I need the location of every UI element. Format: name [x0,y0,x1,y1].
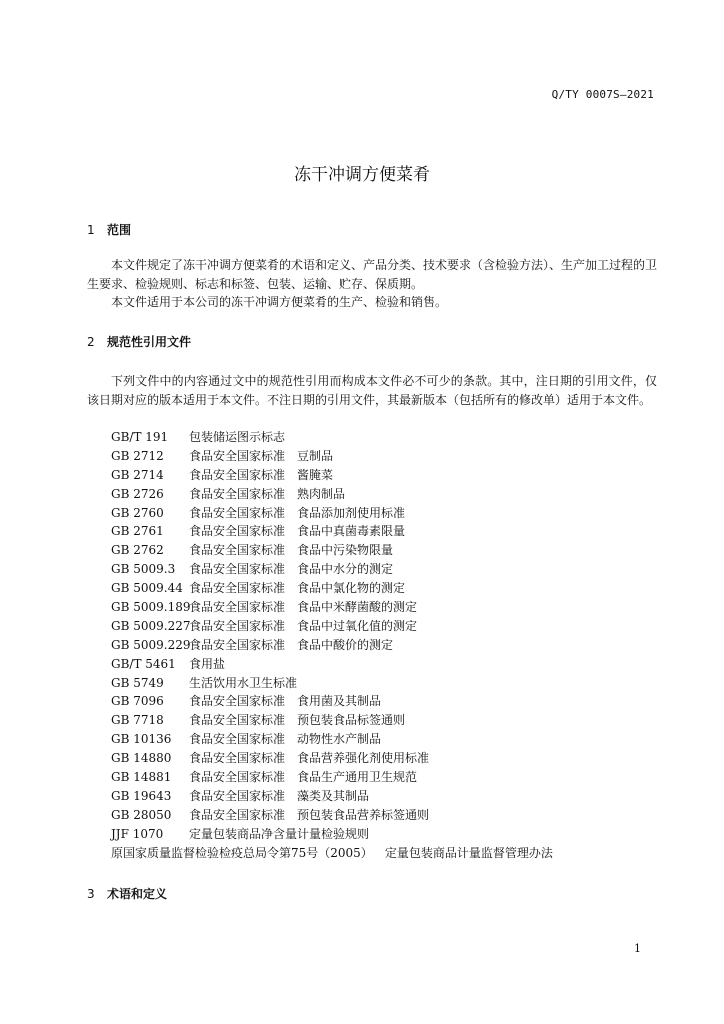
reference-item [111,674,553,693]
reference-subtitle: 食品中酸价的测定 [297,637,394,652]
reference-title: 食品安全国家标准 [189,600,286,615]
reference-item [111,541,553,560]
reference-code: GB 19643 [111,788,172,803]
reference-code: 原国家质量监督检验检疫总局令第75号（2005） [111,845,373,860]
reference-subtitle: 食品中氯化物的测定 [297,581,406,596]
reference-code: GB 5009.3 [111,562,176,577]
reference-code: GB 14881 [111,770,172,785]
reference-item [111,522,553,541]
reference-title: 食品安全国家标准 [189,581,286,596]
reference-item [111,749,553,768]
reference-subtitle: 熟肉制品 [297,486,346,501]
reference-item [111,768,553,787]
section-number: 1 [87,223,95,237]
reference-subtitle: 食品生产通用卫生规范 [297,770,418,785]
reference-title: 食品安全国家标准 [189,524,286,539]
reference-code: GB 28050 [111,807,172,822]
reference-subtitle: 食品中水分的测定 [297,562,394,577]
reference-title: 食品安全国家标准 [189,713,286,728]
references-intro-paragraph: 下列文件中的内容通过文中的规范性引用而构成本文件必不可少的条款。其中，注日期的引用文件，仅该日期对应的版本适用于本文件。不注日期的引用文件，其最新版本（包括所有的修改单）适用于本文件。 [87,374,657,407]
reference-code: GB 10136 [111,732,172,747]
reference-item [111,466,553,485]
reference-title: 食品安全国家标准 [189,618,286,633]
reference-list [111,428,553,862]
page-number: 1 [634,942,641,955]
scope-paragraph-1: 本文件规定了冻干冲调方便菜肴的术语和定义、产品分类、技术要求（含检验方法）、生产加工过程的卫生要求、检验规则、标志和标签、包装、运输、贮存、保质期。 [87,258,658,291]
reference-item [111,711,553,730]
reference-title: 食品安全国家标准 [189,467,286,482]
section-heading-scope [87,221,131,238]
reference-title: 包装储运图示标志 [189,430,286,444]
reference-code: GB 7096 [111,694,164,709]
reference-item [111,655,553,674]
reference-item [111,428,553,447]
reference-subtitle: 食品中过氧化值的测定 [297,618,418,633]
reference-item [111,825,553,844]
section-number: 3 [87,887,95,901]
reference-code: GB 5009.227 [111,618,191,633]
reference-title: 食品安全国家标准 [189,751,286,766]
reference-item [111,730,553,749]
reference-code: GB/T 5461 [111,656,176,671]
reference-title: 食品安全国家标准 [189,694,286,709]
reference-item [111,560,553,579]
reference-code: GB 2712 [111,448,164,463]
reference-code: JJF 1070 [111,826,164,841]
reference-code: GB 2761 [111,524,164,539]
document-title: 冻干冲调方便菜肴 [294,165,430,185]
reference-item [111,447,553,466]
reference-item [111,844,553,863]
reference-code: GB 2714 [111,467,164,482]
reference-subtitle: 预包装食品营养标签通则 [297,807,430,822]
reference-code: GB/T 191 [111,430,169,444]
reference-code: GB 5009.44 [111,581,183,596]
reference-title: 食品安全国家标准 [189,505,286,520]
reference-title: 食品安全国家标准 [189,543,286,558]
section-title: 范围 [107,223,132,237]
reference-code: GB 5749 [111,675,164,690]
reference-code: GB 5009.229 [111,637,191,652]
reference-item [111,504,553,523]
reference-subtitle: 酱腌菜 [297,467,334,482]
reference-code: GB 5009.189 [111,600,191,615]
standard-code: Q/TY 0007S—2021 [551,88,654,101]
reference-item [111,787,553,806]
reference-code: GB 2726 [111,486,164,501]
reference-title: 食品安全国家标准 [189,807,286,822]
reference-subtitle: 动物性水产制品 [297,732,382,747]
reference-subtitle: 食用菌及其制品 [297,694,382,709]
reference-subtitle: 藻类及其制品 [297,788,370,803]
reference-title: 食品安全国家标准 [189,562,286,577]
reference-subtitle: 食品中真菌毒素限量 [297,524,406,539]
reference-item [111,636,553,655]
reference-title: 食品安全国家标准 [189,486,286,501]
reference-title: 食用盐 [189,656,226,671]
reference-item [111,617,553,636]
section-number: 2 [87,335,95,349]
reference-item [111,485,553,504]
reference-code: GB 2762 [111,543,164,558]
section-heading-terms-definitions [87,885,167,902]
reference-subtitle: 食品中污染物限量 [297,543,394,558]
section-title: 术语和定义 [107,887,168,901]
reference-code: GB 14880 [111,751,172,766]
section-heading-normative-references [87,333,191,350]
reference-subtitle: 食品中米酵菌酸的测定 [297,600,418,615]
reference-code: GB 2760 [111,505,164,520]
reference-title: 食品安全国家标准 [189,788,286,803]
reference-code: GB 7718 [111,713,164,728]
reference-title: 食品安全国家标准 [189,732,286,747]
reference-item [111,692,553,711]
reference-title: 食品安全国家标准 [189,770,286,785]
reference-title: 定量包装商品计量监督管理办法 [384,845,553,860]
reference-subtitle: 食品营养强化剂使用标准 [297,751,430,766]
reference-subtitle: 食品添加剂使用标准 [297,505,406,520]
reference-item [111,598,553,617]
reference-subtitle: 预包装食品标签通则 [297,713,406,728]
reference-item [111,579,553,598]
reference-title: 定量包装商品净含量计量检验规则 [189,826,370,841]
reference-item [111,806,553,825]
reference-title: 食品安全国家标准 [189,637,286,652]
reference-title: 生活饮用水卫生标准 [189,675,298,690]
scope-paragraph-2: 本文件适用于本公司的冻干冲调方便菜肴的生产、检验和销售。 [111,295,448,309]
reference-title: 食品安全国家标准 [189,448,286,463]
reference-subtitle: 豆制品 [297,448,334,463]
section-title: 规范性引用文件 [107,335,192,349]
